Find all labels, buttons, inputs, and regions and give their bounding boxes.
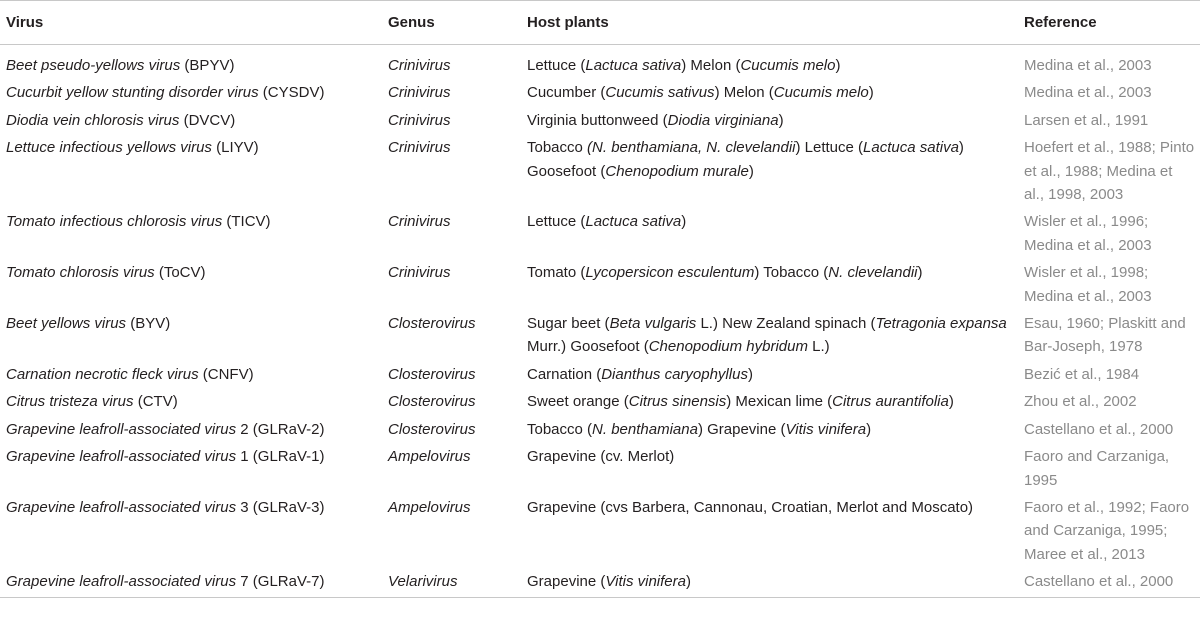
- host-text-segment: ) Goosefoot (: [527, 139, 964, 180]
- genus-cell: Closterovirus: [388, 365, 476, 383]
- virus-text-segment: (CNFV): [198, 365, 254, 383]
- host-text-segment: Grapevine (cvs Barbera, Cannonau, Croatian, Merlot and Moscato): [527, 498, 974, 516]
- reference-cell: Faoro and Carzaniga, 1995: [1024, 448, 1170, 489]
- header-virus: Virus: [0, 1, 382, 45]
- virus-cell: [0, 361, 382, 388]
- virus-cell: [0, 568, 382, 597]
- host-text-segment: ) Lettuce (: [795, 139, 864, 157]
- reference-cell: Esau, 1960; Plaskitt and Bar-Joseph, 1978: [1024, 315, 1186, 356]
- table-row: [0, 416, 1200, 443]
- virus-text-segment: 7 (GLRaV-7): [236, 573, 325, 591]
- host-text-segment: Lycopersicon esculentum: [585, 264, 755, 282]
- virus-text-segment: (TICV): [222, 213, 271, 231]
- virus-cell: [0, 79, 382, 106]
- reference-cell: Hoefert et al., 1988; Pinto et al., 1988; Medina et al., 1998, 2003: [1024, 139, 1195, 204]
- host-text-segment: ): [685, 573, 691, 591]
- reference-cell: Castellano et al., 2000: [1024, 420, 1174, 438]
- reference-cell: Medina et al., 2003: [1024, 57, 1152, 74]
- host-text-segment: ): [681, 213, 687, 231]
- host-plants-cell: [521, 494, 1018, 568]
- virus-text-segment: Grapevine leafroll-associated virus: [6, 573, 237, 591]
- host-text-segment: Beta vulgaris: [609, 315, 697, 333]
- host-text-segment: Lettuce (: [527, 57, 586, 74]
- table-header: [0, 1, 1200, 45]
- virus-text-segment: (ToCV): [154, 264, 206, 282]
- host-text-segment: ): [748, 162, 754, 180]
- host-plants-cell: [521, 361, 1018, 388]
- virus-cell: [0, 310, 382, 361]
- virus-text-segment: Beet pseudo-yellows virus: [6, 57, 181, 74]
- host-text-segment: Cucumis melo: [740, 57, 836, 74]
- virus-text-segment: Tomato infectious chlorosis virus: [6, 213, 223, 231]
- host-text-segment: Citrus aurantifolia: [832, 393, 949, 411]
- host-text-segment: Sweet orange (: [527, 393, 629, 411]
- host-text-segment: Sugar beet (: [527, 315, 610, 333]
- genus-cell: Crinivirus: [388, 84, 451, 102]
- genus-cell: Crinivirus: [388, 111, 451, 129]
- genus-cell: Crinivirus: [388, 139, 451, 157]
- host-text-segment: L.): [807, 338, 830, 356]
- host-text-segment: Cucumber (: [527, 84, 606, 102]
- host-text-segment: Vitis vinifera: [605, 573, 686, 591]
- table-row: [0, 259, 1200, 310]
- virus-text-segment: Tomato chlorosis virus: [6, 264, 155, 282]
- virus-cell: [0, 494, 382, 568]
- host-text-segment: Tomato (: [527, 264, 586, 282]
- virus-cell: [0, 208, 382, 259]
- genus-cell: Velarivirus: [382, 568, 521, 597]
- virus-text-segment: Cucurbit yellow stunting disorder virus: [6, 84, 259, 102]
- reference-cell: Wisler et al., 1998; Medina et al., 2003: [1024, 264, 1152, 305]
- virus-text-segment: Diodia vein chlorosis virus: [6, 111, 180, 129]
- genus-cell: Ampelovirus: [388, 498, 471, 516]
- header-reference: Reference: [1018, 1, 1200, 45]
- header-host-plants: Host plants: [521, 1, 1018, 45]
- genus-cell: Crinivirus: [388, 213, 451, 231]
- table-row: [0, 310, 1200, 361]
- host-text-segment: L.) New Zealand spinach (: [696, 315, 876, 333]
- virus-text-segment: Citrus tristeza virus: [6, 393, 134, 411]
- host-text-segment: Cucumis sativus: [605, 84, 715, 102]
- table-row: [0, 79, 1200, 106]
- host-plants-cell: [521, 45, 1018, 80]
- host-text-segment: ): [747, 365, 753, 383]
- virus-cell: [0, 45, 382, 80]
- host-text-segment: Lettuce (: [527, 213, 586, 231]
- reference-cell: Faoro et al., 1992; Faoro and Carzaniga, 1995; Maree et al., 2013: [1024, 498, 1190, 563]
- table-row: [0, 361, 1200, 388]
- host-plants-cell: [521, 259, 1018, 310]
- host-plants-cell: [521, 388, 1018, 415]
- reference-cell: Zhou et al., 2002: [1024, 393, 1137, 411]
- virus-cell: [0, 259, 382, 310]
- virus-text-segment: (CYSDV): [258, 84, 325, 102]
- host-text-segment: Virginia buttonweed (: [527, 111, 668, 129]
- host-text-segment: N. benthamiana: [592, 420, 698, 438]
- host-text-segment: ) Mexican lime (: [726, 393, 833, 411]
- table-row: [0, 388, 1200, 415]
- genus-cell: Crinivirus: [388, 57, 451, 74]
- virus-text-segment: Grapevine leafroll-associated virus: [6, 420, 237, 438]
- table-row: [0, 443, 1200, 494]
- virus-text-segment: (BPYV): [180, 57, 235, 74]
- host-text-segment: Citrus sinensis: [628, 393, 727, 411]
- host-plants-cell: [521, 134, 1018, 208]
- host-text-segment: Grapevine (: [527, 573, 606, 591]
- host-text-segment: Lactuca sativa: [585, 213, 682, 231]
- table-row: [0, 568, 1200, 597]
- host-text-segment: (N. benthamiana, N. clevelandii: [587, 139, 796, 157]
- virus-text-segment: Grapevine leafroll-associated virus: [6, 448, 237, 466]
- host-text-segment: Diodia virginiana: [667, 111, 779, 129]
- virus-cell: [0, 443, 382, 494]
- host-text-segment: Carnation (: [527, 365, 602, 383]
- virus-cell: [0, 388, 382, 415]
- host-plants-cell: [521, 79, 1018, 106]
- reference-cell: Medina et al., 2003: [1024, 84, 1152, 102]
- reference-cell: Bezić et al., 1984: [1024, 365, 1140, 383]
- host-text-segment: Grapevine (cv. Merlot): [527, 448, 675, 466]
- host-text-segment: ) Melon (: [714, 84, 774, 102]
- host-text-segment: ): [835, 57, 841, 74]
- virus-text-segment: (DVCV): [179, 111, 236, 129]
- host-text-segment: ) Tobacco (: [754, 264, 829, 282]
- host-text-segment: Murr.) Goosefoot (: [527, 338, 649, 356]
- table-row: [0, 208, 1200, 259]
- virus-cell: [0, 107, 382, 134]
- host-text-segment: Lactuca sativa: [863, 139, 959, 157]
- genus-cell: Closterovirus: [388, 315, 476, 333]
- host-text-segment: Chenopodium murale: [605, 162, 749, 180]
- host-text-segment: ): [778, 111, 784, 129]
- host-text-segment: ): [948, 393, 954, 411]
- host-plants-cell: [521, 568, 1018, 597]
- host-text-segment: ) Grapevine (: [697, 420, 786, 438]
- host-text-segment: ): [866, 420, 872, 438]
- table-row: [0, 45, 1200, 80]
- host-text-segment: Tobacco (: [527, 420, 593, 438]
- host-text-segment: ): [917, 264, 923, 282]
- host-plants-cell: [521, 443, 1018, 494]
- table-row: [0, 494, 1200, 568]
- reference-cell: Wisler et al., 1996; Medina et al., 2003: [1024, 213, 1152, 254]
- reference-cell: Larsen et al., 1991: [1024, 111, 1149, 129]
- host-text-segment: Chenopodium hybridum: [648, 338, 808, 356]
- host-plants-cell: [521, 310, 1018, 361]
- host-text-segment: ): [868, 84, 874, 102]
- table-body: [0, 45, 1200, 598]
- genus-cell: Closterovirus: [388, 420, 476, 438]
- virus-text-segment: (LIYV): [211, 139, 259, 157]
- genus-cell: Ampelovirus: [388, 448, 471, 466]
- host-text-segment: Tetragonia expansa: [875, 315, 1007, 333]
- virus-text-segment: Beet yellows virus: [6, 315, 127, 333]
- host-text-segment: Vitis vinifera: [785, 420, 867, 438]
- table-row: [0, 134, 1200, 208]
- host-text-segment: Cucumis melo: [773, 84, 869, 102]
- host-text-segment: N. clevelandii: [828, 264, 918, 282]
- host-text-segment: Tobacco: [527, 139, 588, 157]
- host-plants-cell: [521, 107, 1018, 134]
- host-plants-cell: [521, 416, 1018, 443]
- virus-text-segment: 2 (GLRaV-2): [236, 420, 325, 438]
- virus-text-segment: (BYV): [126, 315, 171, 333]
- virus-text-segment: Lettuce infectious yellows virus: [6, 139, 212, 157]
- host-text-segment: Dianthus caryophyllus: [601, 365, 748, 383]
- virus-text-segment: 3 (GLRaV-3): [236, 498, 325, 516]
- host-text-segment: ) Melon (: [681, 57, 741, 74]
- table-row: [0, 107, 1200, 134]
- host-text-segment: Lactuca sativa: [585, 57, 682, 74]
- virus-text-segment: Grapevine leafroll-associated virus: [6, 498, 237, 516]
- virus-text-segment: (CTV): [133, 393, 178, 411]
- host-plants-cell: [521, 208, 1018, 259]
- genus-cell: Closterovirus: [388, 393, 476, 411]
- virus-cell: [0, 134, 382, 208]
- virus-text-segment: Carnation necrotic fleck virus: [6, 365, 199, 383]
- header-row: [0, 1, 1200, 45]
- reference-cell: Castellano et al., 2000: [1018, 568, 1200, 597]
- virus-cell: [0, 416, 382, 443]
- virus-text-segment: 1 (GLRaV-1): [236, 448, 325, 466]
- genus-cell: Crinivirus: [388, 264, 451, 282]
- header-genus: Genus: [382, 1, 521, 45]
